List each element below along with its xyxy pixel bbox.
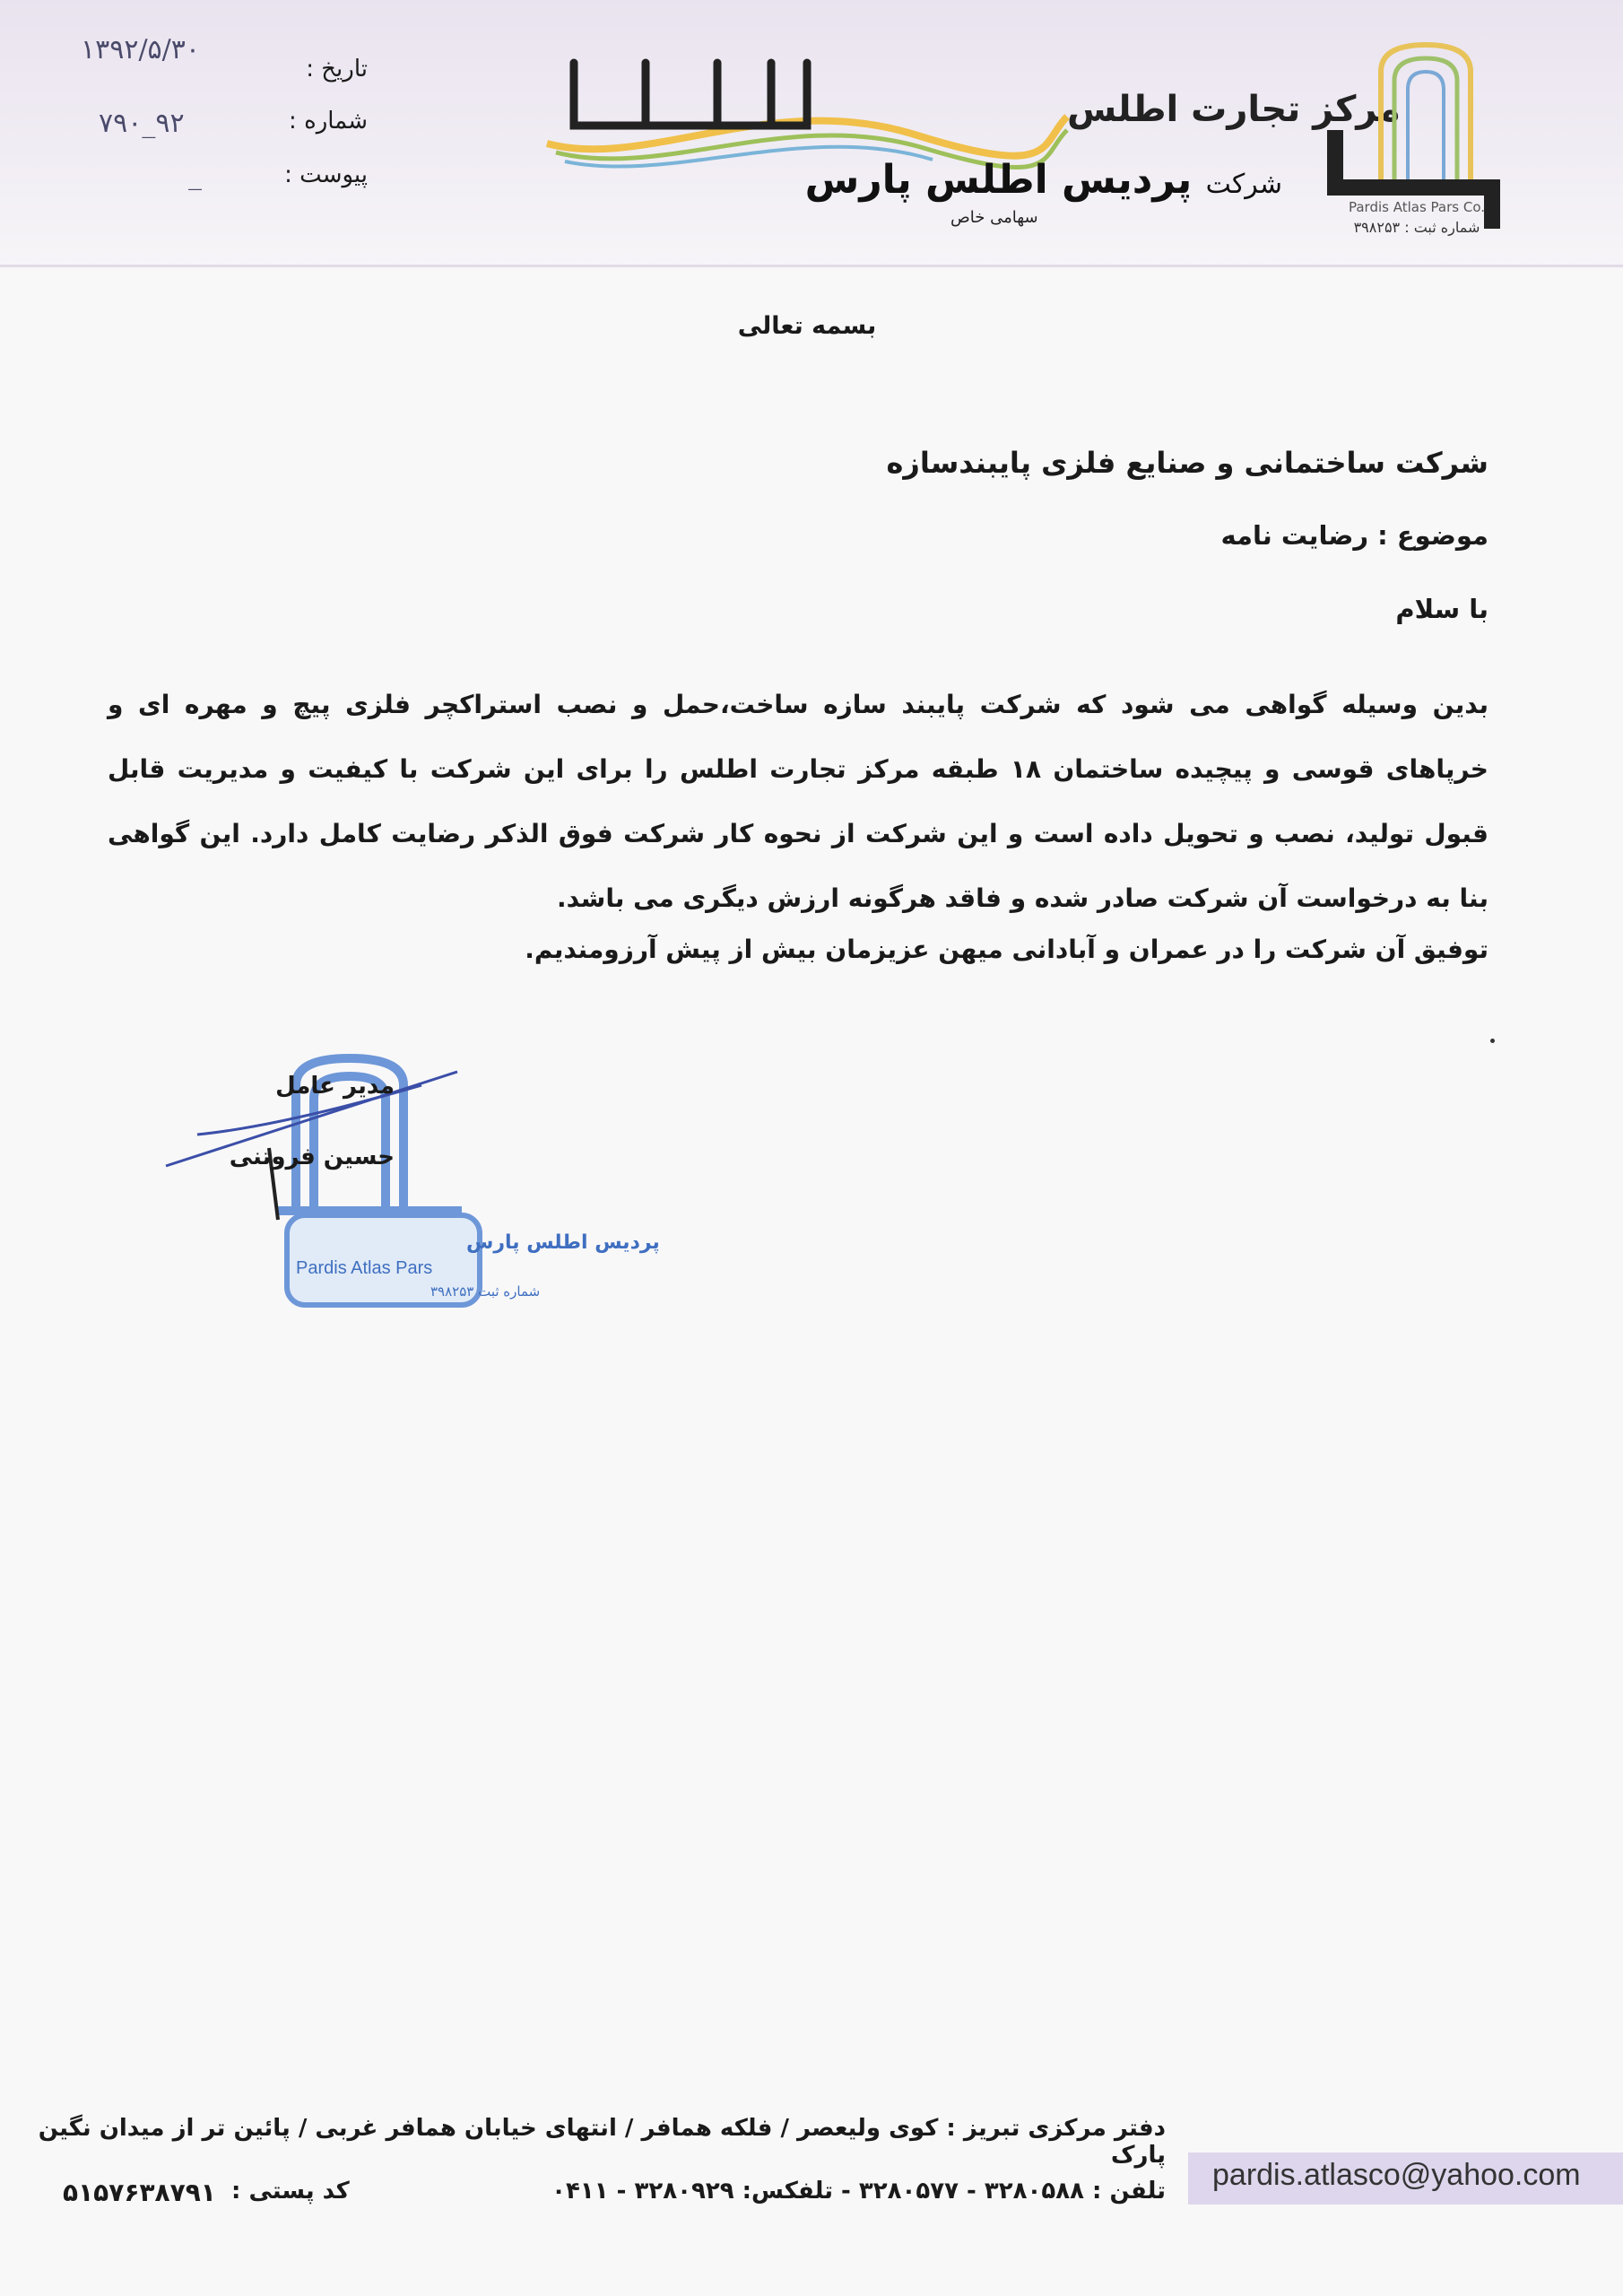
company-type: سهامی خاص xyxy=(950,208,1038,227)
company-name xyxy=(805,157,1282,203)
footer-address: دفتر مرکزی تبریز : کوی ولیعصر / فلکه همافر / انتهای خیابان همافر غربی / پائین تر از میدان نگین پارک xyxy=(38,2115,1166,2169)
brand-calligraphy-logo xyxy=(538,36,1401,170)
closing-line: توفیق آن شرکت را در عمران و آبادانی میهن عزیزمان بیش از پیش آرزومندیم. xyxy=(525,935,1488,964)
greeting: با سلام xyxy=(1395,594,1488,624)
subject-line: موضوع : رضایت نامه xyxy=(1220,520,1488,551)
attachment-label: پیوست : xyxy=(284,161,368,188)
date-label: تاریخ : xyxy=(306,56,368,83)
attachment-value: _ xyxy=(188,160,202,191)
header-divider xyxy=(0,265,1623,267)
salutation: بسمه تعالی xyxy=(737,312,877,340)
brand-calligraphy-text: مرکز تجارت اطلس xyxy=(1067,89,1401,130)
stray-dot xyxy=(1490,1039,1495,1043)
date-value: ۱۳۹۲/۵/۳۰ xyxy=(81,34,201,65)
number-value: ۹۲_۷۹۰ xyxy=(99,108,185,139)
stamp-registration: شماره ثبت ۳۹۸۲۵۳ xyxy=(430,1283,541,1300)
stamp-text-persian: پردیس اطلس پارس xyxy=(466,1231,660,1254)
company-prefix: شرکت xyxy=(1205,169,1282,200)
postal-code-label: کد پستی : xyxy=(231,2178,350,2205)
company-title: پردیس اطلس پارس xyxy=(804,157,1193,203)
stamp-text-english: Pardis Atlas Pars xyxy=(296,1258,433,1278)
recipient: شرکت ساختمانی و صنایع فلزی پایبندسازه xyxy=(886,446,1488,480)
letter-body: بدین وسیله گواهی می شود که شرکت پایبند سازه ساخت،حمل و نصب استراکچر فلزی پیچ و مهره ای و خرپاهای قوسی و پیچیده ساختمان ۱۸ طبقه مرکز تجارت اطلس را برای این شرکت با کیفیت و مدیریت قابل قبول تولید، نصب و تحویل داده است و این شرکت از نحوه کار شرکت فوق الذکر رضایت کامل دارد. این گواهی بنا به درخواست آن شرکت صادر شده و فاقد هرگونه ارزش دیگری می باشد. xyxy=(108,690,1488,913)
logo-registration: شماره ثبت : ۳۹۸۲۵۳ xyxy=(1353,219,1480,236)
email-address: pardis.atlasco@yahoo.com xyxy=(1212,2158,1581,2192)
logo-caption-english: Pardis Atlas Pars Co. xyxy=(1348,199,1486,215)
footer-phone: تلفن : ۳۲۸۰۵۸۸ - ۳۲۸۰۵۷۷ - تلفکس: ۳۲۸۰۹۲۹ - ۰۴۱۱ xyxy=(551,2178,1166,2205)
signatory-name: حسین فروتنی xyxy=(229,1144,395,1170)
signatory-title: مدیر عامل xyxy=(275,1073,395,1100)
postal-code: ۵۱۵۷۶۳۸۷۹۱ xyxy=(63,2178,216,2207)
number-label: شماره : xyxy=(289,108,368,135)
